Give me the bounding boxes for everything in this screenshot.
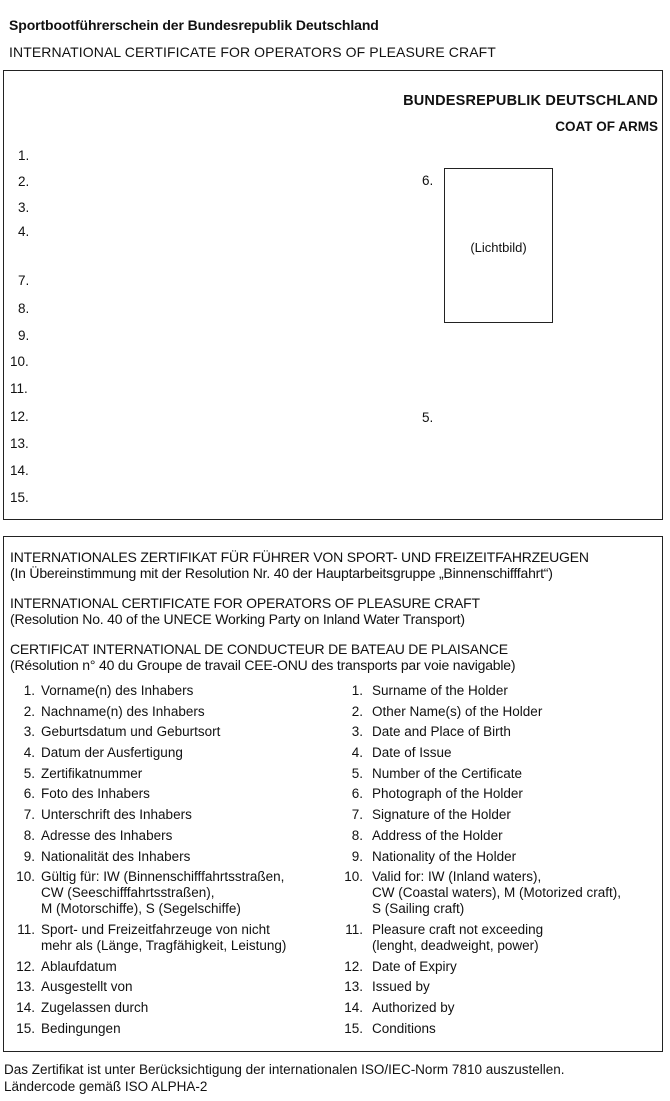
heading-subtitle: (Resolution No. 40 of the UNECE Working Party on Inland Water Transport) [10, 611, 465, 627]
list-item [10, 745, 330, 761]
item-number: 6. [351, 786, 363, 802]
item-text: Authorized by [372, 999, 455, 1015]
item-text: Bedingungen [41, 1020, 121, 1036]
heading-subtitle: (Résolution n° 40 du Groupe de travail CEE-ONU des transports par voie navigable) [10, 657, 516, 673]
german-field-list [10, 683, 330, 1041]
item-text: Vorname(n) des Inhabers [41, 683, 194, 698]
list-item [344, 828, 660, 844]
item-text: Valid for: IW (Inland waters), CW (Coastal waters), M (Motorized craft), S (Sailing craft) [372, 869, 622, 917]
list-item [344, 766, 660, 782]
header-subtitle: INTERNATIONAL CERTIFICATE FOR OPERATORS OF PLEASURE CRAFT [9, 44, 496, 60]
item-number: 3. [351, 724, 363, 740]
field-number: 2. [18, 174, 30, 189]
list-item [344, 869, 660, 917]
item-text: Adresse des Inhabers [41, 827, 173, 843]
heading-german [10, 549, 589, 581]
item-text: Ausgestellt von [41, 979, 133, 995]
item-number: 8. [351, 827, 363, 843]
item-number: 9. [351, 848, 363, 864]
list-item [344, 922, 660, 954]
field-number: 12. [10, 409, 29, 424]
list-item [10, 807, 330, 823]
list-item [344, 724, 660, 740]
item-text: Zertifikatnummer [41, 765, 143, 781]
item-number: 13. [344, 979, 363, 995]
item-text: Sport- und Freizeitfahrzeuge von nicht mehr als (Länge, Tragfähigkeit, Leistung) [41, 921, 287, 953]
list-item [10, 979, 330, 995]
heading-title: CERTIFICAT INTERNATIONAL DE CONDUCTEUR DE BATEAU DE PLAISANCE [10, 641, 508, 657]
item-number: 11. [17, 921, 35, 937]
certificate-number-field: 5. [422, 410, 434, 425]
list-item [344, 807, 660, 823]
item-text: Unterschrift des Inhabers [41, 807, 192, 823]
list-item [10, 704, 330, 720]
certificate-front [3, 70, 663, 520]
list-item [10, 786, 330, 802]
list-item [10, 1000, 330, 1016]
item-text: Surname of the Holder [372, 683, 508, 698]
photo-placeholder [444, 168, 553, 323]
item-number: 3. [23, 724, 35, 740]
list-item [10, 959, 330, 975]
item-text: Other Name(s) of the Holder [372, 703, 543, 719]
item-text: Zugelassen durch [41, 999, 149, 1015]
footer-line: Ländercode gemäß ISO ALPHA-2 [4, 1079, 208, 1094]
field-number: 13. [10, 436, 29, 451]
item-text: Conditions [372, 1020, 436, 1036]
list-item [10, 1021, 330, 1037]
item-text: Date of Issue [372, 745, 452, 761]
list-item [344, 849, 660, 865]
item-number: 7. [351, 807, 363, 823]
heading-title: INTERNATIONALES ZERTIFIKAT FÜR FÜHRER VON SPORT- UND FREIZEITFAHRZEUGEN [10, 549, 589, 565]
item-text: Nationalität des Inhabers [41, 848, 191, 864]
field-number: 4. [18, 224, 30, 239]
item-number: 10. [16, 869, 35, 885]
field-number: 7. [18, 273, 30, 288]
list-item [10, 766, 330, 782]
item-number: 12. [344, 958, 363, 974]
item-text: Gültig für: IW (Binnenschifffahrtsstraßen, CW (Seeschifffahrtsstraßen), M (Motorschiffe), S (Segelschiffe) [41, 869, 285, 917]
list-item [344, 683, 660, 699]
certificate-back [3, 536, 663, 1052]
item-text: Nationality of the Holder [372, 848, 517, 864]
item-number: 15. [16, 1020, 35, 1036]
heading-french [10, 641, 515, 673]
list-item [344, 979, 660, 995]
item-number: 6. [23, 786, 35, 802]
heading-english [10, 595, 480, 627]
field-number: 3. [18, 200, 30, 215]
heading-subtitle: (In Übereinstimmung mit der Resolution Nr. 40 der Hauptarbeitsgruppe „Binnenschifffahrt“) [10, 565, 553, 581]
field-number: 10. [10, 354, 29, 369]
coat-of-arms-label: COAT OF ARMS [555, 119, 658, 134]
list-item [10, 828, 330, 844]
list-item [344, 959, 660, 975]
list-item [10, 683, 330, 699]
field-number: 15. [10, 490, 29, 505]
item-number: 5. [351, 765, 363, 781]
footer-line: Das Zertifikat ist unter Berücksichtigung der internationalen ISO/IEC-Norm 7810 auszustellen. [4, 1062, 565, 1077]
list-item [10, 849, 330, 865]
field-number: 8. [18, 301, 30, 316]
list-item [10, 724, 330, 740]
list-item [344, 1000, 660, 1016]
item-text: Date of Expiry [372, 958, 457, 974]
item-number: 8. [23, 827, 35, 843]
item-text: Foto des Inhabers [41, 786, 150, 802]
item-text: Address of the Holder [372, 827, 503, 843]
field-number: 11. [10, 381, 28, 396]
item-number: 14. [16, 999, 35, 1015]
item-text: Signature of the Holder [372, 807, 511, 823]
list-item [344, 704, 660, 720]
item-number: 11. [345, 921, 363, 937]
list-item [10, 869, 330, 917]
photo-label: (Lichtbild) [470, 240, 527, 255]
field-number: 1. [18, 148, 30, 163]
list-item [344, 1021, 660, 1037]
item-number: 14. [344, 999, 363, 1015]
item-number: 12. [16, 958, 35, 974]
item-number: 4. [351, 745, 363, 761]
item-number: 13. [16, 979, 35, 995]
english-field-list [344, 683, 660, 1041]
item-text: Datum der Ausfertigung [41, 745, 183, 761]
item-text: Geburtsdatum und Geburtsort [41, 724, 221, 740]
list-item [10, 922, 330, 954]
field-number: 9. [18, 328, 30, 343]
item-number: 1. [351, 683, 363, 698]
item-text: Ablaufdatum [41, 958, 117, 974]
header-title: Sportbootführerschein der Bundesrepublik Deutschland [9, 17, 379, 33]
item-text: Date and Place of Birth [372, 724, 511, 740]
photo-field-number: 6. [422, 173, 434, 188]
item-number: 1. [23, 683, 35, 698]
item-text: Number of the Certificate [372, 765, 523, 781]
item-number: 10. [344, 869, 363, 885]
item-number: 7. [23, 807, 35, 823]
item-number: 5. [23, 765, 35, 781]
item-number: 15. [344, 1020, 363, 1036]
field-number: 14. [10, 463, 29, 478]
country-name: BUNDESREPUBLIK DEUTSCHLAND [403, 93, 658, 109]
item-text: Photograph of the Holder [372, 786, 523, 802]
item-number: 2. [351, 703, 363, 719]
item-number: 4. [23, 745, 35, 761]
item-text: Nachname(n) des Inhabers [41, 703, 205, 719]
heading-title: INTERNATIONAL CERTIFICATE FOR OPERATORS OF PLEASURE CRAFT [10, 595, 480, 611]
list-item [344, 786, 660, 802]
item-text: Issued by [372, 979, 430, 995]
list-item [344, 745, 660, 761]
item-number: 2. [23, 703, 35, 719]
footer-note [4, 1061, 565, 1095]
item-text: Pleasure craft not exceeding (lenght, deadweight, power) [372, 921, 544, 953]
item-number: 9. [23, 848, 35, 864]
